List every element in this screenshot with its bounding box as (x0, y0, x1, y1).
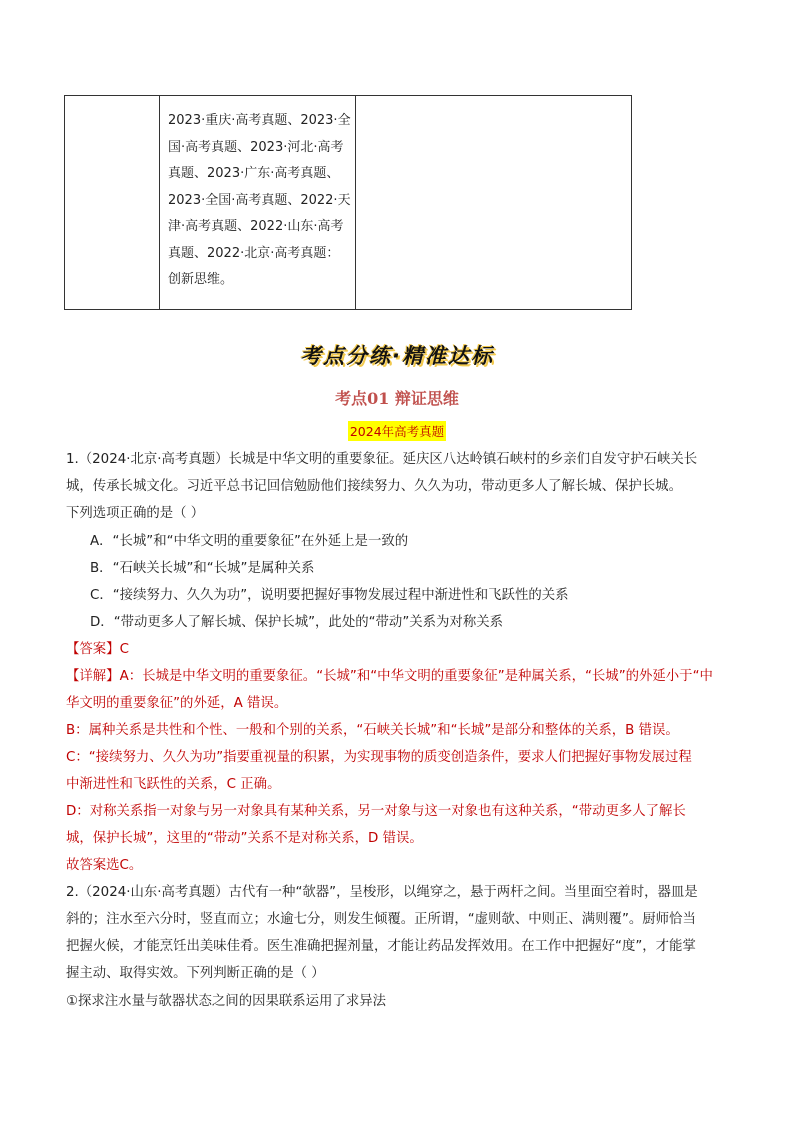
q2-stem-line: 把握火候，才能烹饪出美味佳肴。医生准确把握剂量，才能让药品发挥效用。在工作中把握好“度”，才能掌 (66, 939, 696, 954)
exam-source-table (64, 95, 632, 310)
q1-option-d: D．“带动更多人了解长城、保护长城”，此处的“带动”关系为对称关系 (90, 615, 503, 630)
q1-detail-line: 中渐进性和飞跃性的关系，C 正确。 (66, 777, 281, 792)
q1-detail-line (66, 665, 730, 684)
table-line: 真题、2023·广东·高考真题、 (168, 166, 340, 181)
section-title: 考点01 辩证思维 (335, 389, 459, 408)
year-tag-wrapper (0, 421, 794, 441)
q2-item-1: ①探求注水量与欹器状态之间的因果联系运用了求异法 (66, 994, 386, 1009)
table-cell-empty-left (65, 96, 160, 309)
q1-stem-line: 1.（2024·北京·高考真题）长城是中华文明的重要象征。延庆区八达岭镇石峡村的乡亲们自发守护石峡关长 (66, 452, 698, 467)
q1-option-a: A．“长城”和“中华文明的重要象征”在外延上是一致的 (90, 534, 409, 549)
table-line: 2023·重庆·高考真题、2023·全 (168, 113, 351, 128)
q2-stem-line: 握主动、取得实效。下列判断正确的是（ ） (66, 966, 325, 981)
q1-detail-line: 华文明的重要象征”的外延，A 错误。 (66, 696, 288, 711)
detail-text: A：长城是中华文明的重要象征。“长城”和“中华文明的重要象征”是种属关系，“长城”的外延小于“中 (119, 669, 713, 684)
answer-value: C (119, 642, 129, 657)
table-cell-empty-right (356, 96, 631, 309)
section-banner: 考点分练·精准达标 (300, 344, 494, 368)
table-cell-sources (160, 96, 356, 309)
table-line: 2023·全国·高考真题、2022·天 (168, 192, 351, 208)
q1-stem-line: 下列选项正确的是（ ） (66, 506, 205, 521)
q1-detail-line: 城，保护长城”，这里的“带动”关系不是对称关系，D 错误。 (66, 831, 423, 846)
q1-detail-line: B：属种关系是共性和个性、一般和个别的关系，“石峡关长城”和“长城”是部分和整体的关系，B 错误。 (66, 723, 679, 738)
table-line: 创新思维。 (168, 272, 234, 287)
q1-answer (66, 638, 730, 657)
q1-conclusion: 故答案选C。 (66, 858, 143, 873)
q1-stem-line: 城，传承长城文化。习近平总书记回信勉励他们接续努力、久久为功，带动更多人了解长城、保护长城。 (66, 479, 682, 494)
q1-detail-line: C：“接续努力、久久为功”指要重视量的积累，为实现事物的质变创造条件，要求人们把握好事物发展过程 (66, 750, 692, 765)
q1-option-b: B．“石峡关长城”和“长城”是属种关系 (90, 561, 315, 576)
table-line: 津·高考真题、2022·山东·高考 (168, 219, 344, 234)
detail-label: 【详解】 (66, 669, 120, 684)
q1-detail-line: D：对称关系指一对象与另一对象具有某种关系，另一对象与这一对象也有这种关系，“带动更多人了解长 (66, 804, 686, 819)
table-line: 真题、2022·北京·高考真题： (168, 245, 340, 261)
q2-stem-line: 斜的；注水至六分时，竖直而立；水逾七分，则发生倾覆。正所谓，“虚则欹、中则正、满则覆”。厨师恰当 (66, 912, 696, 927)
year-tag: 2024年高考真题 (348, 421, 446, 441)
answer-label: 【答案】 (66, 642, 120, 657)
q2-stem-line: 2.（2024·山东·高考真题）古代有一种“欹器”，呈梭形，以绳穿之，悬于两杆之间。当里面空着时，器皿是 (66, 885, 698, 900)
table-line: 国·高考真题、2023·河北·高考 (168, 139, 344, 155)
q1-option-c: C．“接续努力、久久为功”，说明要把握好事物发展过程中渐进性和飞跃性的关系 (90, 588, 569, 603)
